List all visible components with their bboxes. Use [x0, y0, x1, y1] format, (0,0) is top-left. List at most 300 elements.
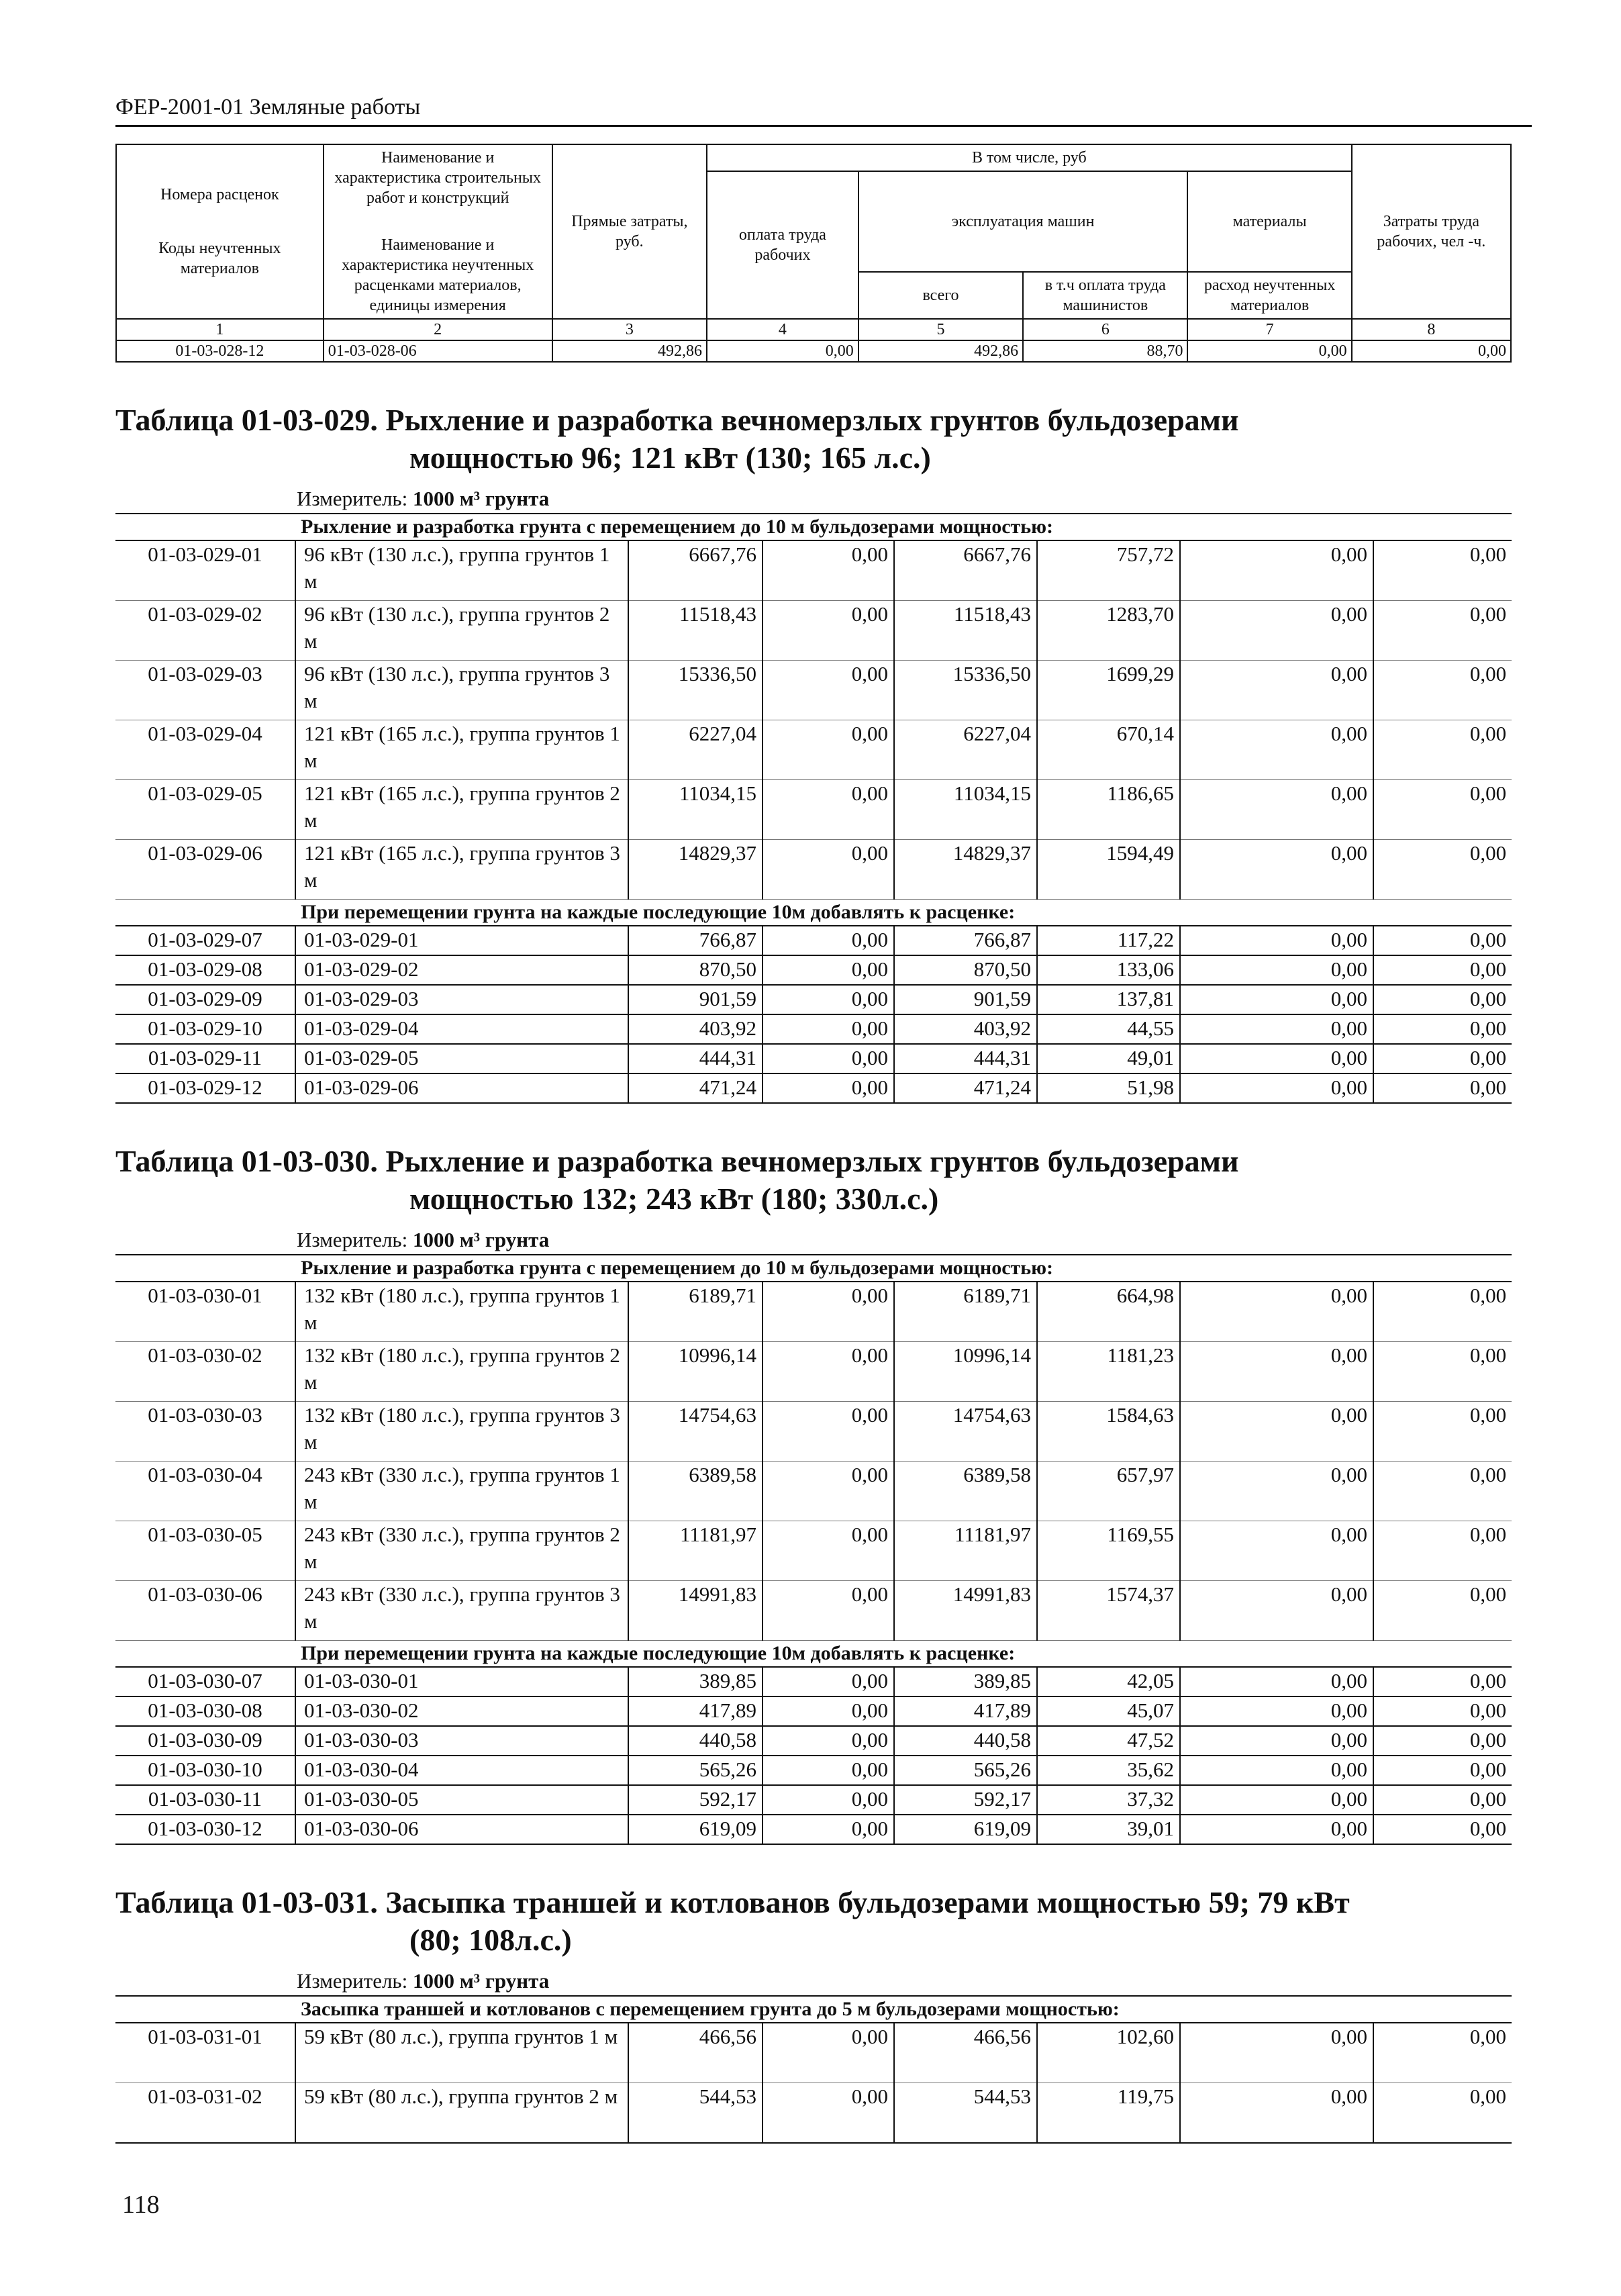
rate-name: 243 кВт (330 л.с.), группа грунтов 3 м	[295, 1581, 628, 1641]
materials-cost: 0,00	[1180, 840, 1373, 900]
materials-cost: 0,00	[1180, 1044, 1373, 1073]
labor-hours: 0,00	[1373, 926, 1512, 955]
table-row	[115, 840, 1512, 900]
materials-cost: 0,00	[1180, 1696, 1373, 1726]
drivers-wage: 42,05	[1037, 1667, 1180, 1696]
rate-name: 243 кВт (330 л.с.), группа грунтов 1 м	[295, 1462, 628, 1521]
rate-name: 01-03-030-06	[295, 1815, 628, 1844]
table-row	[115, 1726, 1512, 1756]
wage-cost: 0,00	[763, 955, 894, 985]
col-wage-header: оплата труда рабочих	[707, 171, 858, 319]
labor-hours: 0,00	[1373, 1696, 1512, 1726]
machines-cost: 11034,15	[894, 780, 1037, 840]
col-machines-header: эксплуатация машин	[858, 171, 1188, 272]
direct-cost: 11518,43	[628, 601, 763, 661]
col-num: 7	[1187, 319, 1351, 340]
labor-hours: 0,00	[1373, 1342, 1512, 1402]
materials-cost: 0,00	[1180, 1815, 1373, 1844]
wage-cost: 0,00	[763, 1696, 894, 1726]
row-materials: 0,00	[1187, 340, 1351, 362]
rate-name: 96 кВт (130 л.с.), группа грунтов 2 м	[295, 601, 628, 661]
labor-hours: 0,00	[1373, 1014, 1512, 1044]
materials-cost: 0,00	[1180, 1462, 1373, 1521]
machines-cost: 6227,04	[894, 720, 1037, 780]
group-heading: Засыпка траншей и котлованов с перемещением грунта до 5 м бульдозерами мощностью:	[295, 1997, 1512, 2023]
direct-cost: 11181,97	[628, 1521, 763, 1581]
wage-cost: 0,00	[763, 1815, 894, 1844]
labor-hours: 0,00	[1373, 840, 1512, 900]
machines-cost: 15336,50	[894, 661, 1037, 720]
rate-code: 01-03-029-04	[115, 720, 295, 780]
rate-code: 01-03-030-12	[115, 1815, 295, 1844]
materials-cost: 0,00	[1180, 2023, 1373, 2083]
col-num: 1	[116, 319, 324, 340]
labor-hours: 0,00	[1373, 601, 1512, 661]
wage-cost: 0,00	[763, 720, 894, 780]
direct-cost: 10996,14	[628, 1342, 763, 1402]
rate-code: 01-03-030-02	[115, 1342, 295, 1402]
materials-cost: 0,00	[1180, 1402, 1373, 1462]
group-heading: Рыхление и разработка грунта с перемещением до 10 м бульдозерами мощностью:	[295, 1255, 1512, 1282]
unit-of-measure	[115, 1967, 1512, 1997]
materials-cost: 0,00	[1180, 1785, 1373, 1815]
col-num: 6	[1023, 319, 1187, 340]
table-title	[115, 1143, 1512, 1218]
wage-cost: 0,00	[763, 985, 894, 1014]
wage-cost: 0,00	[763, 1073, 894, 1103]
rate-code: 01-03-030-01	[115, 1282, 295, 1342]
col-num: 8	[1352, 319, 1511, 340]
table-row	[115, 955, 1512, 985]
group-heading: Рыхление и разработка грунта с перемещением до 10 м бульдозерами мощностью:	[295, 514, 1512, 540]
labor-hours: 0,00	[1373, 720, 1512, 780]
labor-hours: 0,00	[1373, 661, 1512, 720]
drivers-wage: 49,01	[1037, 1044, 1180, 1073]
drivers-wage: 102,60	[1037, 2023, 1180, 2083]
rate-name: 243 кВт (330 л.с.), группа грунтов 2 м	[295, 1521, 628, 1581]
wage-cost: 0,00	[763, 661, 894, 720]
labor-hours: 0,00	[1373, 1756, 1512, 1785]
col-materials-cost-header: расход неучтенных материалов	[1187, 272, 1351, 319]
machines-cost: 6389,58	[894, 1462, 1037, 1521]
wage-cost: 0,00	[763, 1667, 894, 1696]
wage-cost: 0,00	[763, 1785, 894, 1815]
col-direct-header: Прямые затраты, руб.	[552, 144, 707, 319]
drivers-wage: 44,55	[1037, 1014, 1180, 1044]
wage-cost: 0,00	[763, 1282, 894, 1342]
rate-table	[115, 1255, 1512, 1845]
materials-cost: 0,00	[1180, 1014, 1373, 1044]
rate-table	[115, 1997, 1512, 2144]
rate-name: 01-03-029-06	[295, 1073, 628, 1103]
group-heading-row	[115, 900, 1512, 926]
direct-cost: 870,50	[628, 955, 763, 985]
labor-hours: 0,00	[1373, 1521, 1512, 1581]
row-wage: 0,00	[707, 340, 858, 362]
table-row	[115, 1073, 1512, 1103]
materials-cost: 0,00	[1180, 780, 1373, 840]
table-row	[115, 780, 1512, 840]
row-name: 01-03-028-06	[324, 340, 552, 362]
rate-name: 132 кВт (180 л.с.), группа грунтов 1 м	[295, 1282, 628, 1342]
machines-cost: 901,59	[894, 985, 1037, 1014]
wage-cost: 0,00	[763, 540, 894, 601]
table-row	[115, 1785, 1512, 1815]
rate-code: 01-03-030-04	[115, 1462, 295, 1521]
running-title: ФЕР-2001-01 Земляные работы	[115, 95, 421, 119]
row-code: 01-03-028-12	[116, 340, 324, 362]
table-row	[115, 2083, 1512, 2144]
drivers-wage: 657,97	[1037, 1462, 1180, 1521]
rate-name: 132 кВт (180 л.с.), группа грунтов 3 м	[295, 1402, 628, 1462]
labor-hours: 0,00	[1373, 1667, 1512, 1696]
labor-hours: 0,00	[1373, 1462, 1512, 1521]
wage-cost: 0,00	[763, 1756, 894, 1785]
code-label-2: Коды неучтенных материалов	[158, 240, 281, 277]
drivers-wage: 1169,55	[1037, 1521, 1180, 1581]
direct-cost: 444,31	[628, 1044, 763, 1073]
rate-name: 96 кВт (130 л.с.), группа грунтов 1 м	[295, 540, 628, 601]
row-machines-all: 492,86	[858, 340, 1023, 362]
machines-cost: 544,53	[894, 2083, 1037, 2144]
table-title-line2: (80; 108л.с.)	[409, 1923, 572, 1957]
materials-cost: 0,00	[1180, 926, 1373, 955]
drivers-wage: 47,52	[1037, 1726, 1180, 1756]
group-heading-row	[115, 514, 1512, 540]
labor-hours: 0,00	[1373, 2083, 1512, 2144]
rate-code: 01-03-030-08	[115, 1696, 295, 1726]
drivers-wage: 133,06	[1037, 955, 1180, 985]
rate-code: 01-03-029-06	[115, 840, 295, 900]
table-row	[115, 1521, 1512, 1581]
wage-cost: 0,00	[763, 840, 894, 900]
code-label: Номера расценок	[160, 186, 279, 203]
drivers-wage: 1699,29	[1037, 661, 1180, 720]
name-label: Наименование и характеристика строительных работ и конструкций	[334, 149, 541, 207]
labor-hours: 0,00	[1373, 985, 1512, 1014]
wage-cost: 0,00	[763, 601, 894, 661]
table-row	[115, 1696, 1512, 1726]
table-row	[115, 1014, 1512, 1044]
rate-table-block	[115, 1143, 1512, 1845]
materials-cost: 0,00	[1180, 985, 1373, 1014]
table-row	[115, 926, 1512, 955]
drivers-wage: 137,81	[1037, 985, 1180, 1014]
previous-table-row	[116, 340, 1511, 362]
rate-name: 121 кВт (165 л.с.), группа грунтов 3 м	[295, 840, 628, 900]
table-row	[115, 1756, 1512, 1785]
machines-cost: 11518,43	[894, 601, 1037, 661]
rate-code: 01-03-031-01	[115, 2023, 295, 2083]
table-title	[115, 1884, 1512, 1959]
machines-cost: 14754,63	[894, 1402, 1037, 1462]
direct-cost: 544,53	[628, 2083, 763, 2144]
group-heading: При перемещении грунта на каждые последующие 10м добавлять к расценке:	[295, 1641, 1512, 1668]
rate-name: 01-03-029-02	[295, 955, 628, 985]
unit-value: 1000 м³ грунта	[412, 487, 550, 510]
materials-cost: 0,00	[1180, 955, 1373, 985]
table-row	[115, 540, 1512, 601]
rate-code: 01-03-029-12	[115, 1073, 295, 1103]
wage-cost: 0,00	[763, 1521, 894, 1581]
drivers-wage: 1594,49	[1037, 840, 1180, 900]
table-row	[115, 2023, 1512, 2083]
table-title-line1: Таблица 01-03-031. Засыпка траншей и котлованов бульдозерами мощностью 59; 79 кВт	[115, 1885, 1350, 1919]
wage-cost: 0,00	[763, 1581, 894, 1641]
drivers-wage: 45,07	[1037, 1696, 1180, 1726]
rate-name: 96 кВт (130 л.с.), группа грунтов 3 м	[295, 661, 628, 720]
wage-cost: 0,00	[763, 926, 894, 955]
table-row	[115, 661, 1512, 720]
col-materials-header: материалы	[1187, 171, 1351, 272]
table-title-line2: мощностью 132; 243 кВт (180; 330л.с.)	[409, 1182, 939, 1216]
col-num: 3	[552, 319, 707, 340]
drivers-wage: 39,01	[1037, 1815, 1180, 1844]
materials-cost: 0,00	[1180, 661, 1373, 720]
column-header-table	[115, 144, 1512, 363]
direct-cost: 15336,50	[628, 661, 763, 720]
table-title-line1: Таблица 01-03-030. Рыхление и разработка вечномерзлых грунтов бульдозерами	[115, 1144, 1239, 1178]
materials-cost: 0,00	[1180, 720, 1373, 780]
materials-cost: 0,00	[1180, 1726, 1373, 1756]
rate-name: 132 кВт (180 л.с.), группа грунтов 2 м	[295, 1342, 628, 1402]
col-machines-drivers-header: в т.ч оплата труда машинистов	[1023, 272, 1187, 319]
drivers-wage: 119,75	[1037, 2083, 1180, 2144]
rate-tables	[115, 401, 1512, 2144]
page-header	[115, 93, 1532, 127]
rate-code: 01-03-029-07	[115, 926, 295, 955]
rate-name: 01-03-029-03	[295, 985, 628, 1014]
rate-code: 01-03-030-07	[115, 1667, 295, 1696]
unit-label: Измеритель:	[297, 1969, 408, 1993]
table-row	[115, 1342, 1512, 1402]
machines-cost: 466,56	[894, 2023, 1037, 2083]
direct-cost: 901,59	[628, 985, 763, 1014]
rate-code: 01-03-029-01	[115, 540, 295, 601]
materials-cost: 0,00	[1180, 1667, 1373, 1696]
col-num: 4	[707, 319, 858, 340]
drivers-wage: 51,98	[1037, 1073, 1180, 1103]
table-row	[115, 1402, 1512, 1462]
table-title	[115, 401, 1512, 477]
direct-cost: 403,92	[628, 1014, 763, 1044]
wage-cost: 0,00	[763, 1726, 894, 1756]
table-title-line2: мощностью 96; 121 кВт (130; 165 л.с.)	[409, 440, 931, 475]
col-num: 2	[324, 319, 552, 340]
col-labor-header: Затраты труда рабочих, чел -ч.	[1352, 144, 1511, 319]
materials-cost: 0,00	[1180, 601, 1373, 661]
direct-cost: 14754,63	[628, 1402, 763, 1462]
materials-cost: 0,00	[1180, 1342, 1373, 1402]
rate-name: 01-03-030-03	[295, 1726, 628, 1756]
machines-cost: 565,26	[894, 1756, 1037, 1785]
direct-cost: 619,09	[628, 1815, 763, 1844]
rate-code: 01-03-031-02	[115, 2083, 295, 2144]
wage-cost: 0,00	[763, 1014, 894, 1044]
materials-cost: 0,00	[1180, 2083, 1373, 2144]
table-row	[115, 601, 1512, 661]
machines-cost: 6189,71	[894, 1282, 1037, 1342]
col-machines-all-header: всего	[858, 272, 1023, 319]
unit-value: 1000 м³ грунта	[412, 1969, 550, 1993]
drivers-wage: 757,72	[1037, 540, 1180, 601]
machines-cost: 417,89	[894, 1696, 1037, 1726]
name-label-2: Наименование и характеристика неучтенных расценками материалов, единицы измерения	[342, 236, 534, 314]
rate-name: 01-03-030-02	[295, 1696, 628, 1726]
group-heading-row	[115, 1997, 1512, 2023]
column-number-row	[116, 319, 1511, 340]
labor-hours: 0,00	[1373, 1073, 1512, 1103]
group-heading-row	[115, 1255, 1512, 1282]
labor-hours: 0,00	[1373, 1044, 1512, 1073]
direct-cost: 389,85	[628, 1667, 763, 1696]
direct-cost: 440,58	[628, 1726, 763, 1756]
wage-cost: 0,00	[763, 1342, 894, 1402]
unit-label: Измеритель:	[297, 1228, 408, 1251]
unit-label: Измеритель:	[297, 487, 408, 510]
table-row	[115, 1462, 1512, 1521]
rate-name: 121 кВт (165 л.с.), группа грунтов 1 м	[295, 720, 628, 780]
drivers-wage: 37,32	[1037, 1785, 1180, 1815]
machines-cost: 403,92	[894, 1014, 1037, 1044]
direct-cost: 417,89	[628, 1696, 763, 1726]
rate-code: 01-03-030-10	[115, 1756, 295, 1785]
materials-cost: 0,00	[1180, 1521, 1373, 1581]
rate-name: 01-03-029-05	[295, 1044, 628, 1073]
direct-cost: 471,24	[628, 1073, 763, 1103]
direct-cost: 14991,83	[628, 1581, 763, 1641]
machines-cost: 471,24	[894, 1073, 1037, 1103]
labor-hours: 0,00	[1373, 780, 1512, 840]
rate-code: 01-03-029-05	[115, 780, 295, 840]
col-incl-header: В том числе, руб	[707, 144, 1352, 171]
drivers-wage: 1186,65	[1037, 780, 1180, 840]
rate-name: 59 кВт (80 л.с.), группа грунтов 1 м	[295, 2023, 628, 2083]
table-row	[115, 1044, 1512, 1073]
materials-cost: 0,00	[1180, 1756, 1373, 1785]
direct-cost: 466,56	[628, 2023, 763, 2083]
machines-cost: 440,58	[894, 1726, 1037, 1756]
machines-cost: 592,17	[894, 1785, 1037, 1815]
machines-cost: 444,31	[894, 1044, 1037, 1073]
row-direct: 492,86	[552, 340, 707, 362]
direct-cost: 11034,15	[628, 780, 763, 840]
direct-cost: 6389,58	[628, 1462, 763, 1521]
labor-hours: 0,00	[1373, 1815, 1512, 1844]
direct-cost: 14829,37	[628, 840, 763, 900]
machines-cost: 10996,14	[894, 1342, 1037, 1402]
direct-cost: 565,26	[628, 1756, 763, 1785]
drivers-wage: 670,14	[1037, 720, 1180, 780]
rate-code: 01-03-029-11	[115, 1044, 295, 1073]
wage-cost: 0,00	[763, 780, 894, 840]
document-body	[115, 144, 1512, 2144]
direct-cost: 592,17	[628, 1785, 763, 1815]
rate-code: 01-03-030-06	[115, 1581, 295, 1641]
machines-cost: 11181,97	[894, 1521, 1037, 1581]
labor-hours: 0,00	[1373, 1785, 1512, 1815]
labor-hours: 0,00	[1373, 955, 1512, 985]
drivers-wage: 35,62	[1037, 1756, 1180, 1785]
wage-cost: 0,00	[763, 1462, 894, 1521]
drivers-wage: 1584,63	[1037, 1402, 1180, 1462]
labor-hours: 0,00	[1373, 540, 1512, 601]
rate-name: 01-03-030-01	[295, 1667, 628, 1696]
table-title-line1: Таблица 01-03-029. Рыхление и разработка вечномерзлых грунтов бульдозерами	[115, 403, 1239, 437]
materials-cost: 0,00	[1180, 1282, 1373, 1342]
labor-hours: 0,00	[1373, 1581, 1512, 1641]
machines-cost: 14829,37	[894, 840, 1037, 900]
table-row	[115, 720, 1512, 780]
rate-code: 01-03-029-03	[115, 661, 295, 720]
group-heading-row	[115, 1641, 1512, 1668]
rate-table-block	[115, 401, 1512, 1104]
wage-cost: 0,00	[763, 2023, 894, 2083]
rate-table	[115, 514, 1512, 1104]
rate-name: 59 кВт (80 л.с.), группа грунтов 2 м	[295, 2083, 628, 2144]
direct-cost: 6667,76	[628, 540, 763, 601]
machines-cost: 766,87	[894, 926, 1037, 955]
drivers-wage: 1283,70	[1037, 601, 1180, 661]
direct-cost: 6227,04	[628, 720, 763, 780]
rate-code: 01-03-029-02	[115, 601, 295, 661]
col-num: 5	[858, 319, 1023, 340]
materials-cost: 0,00	[1180, 1073, 1373, 1103]
drivers-wage: 664,98	[1037, 1282, 1180, 1342]
rate-code: 01-03-030-03	[115, 1402, 295, 1462]
rate-name: 01-03-029-01	[295, 926, 628, 955]
machines-cost: 870,50	[894, 955, 1037, 985]
row-machines-drivers: 88,70	[1023, 340, 1187, 362]
rate-code: 01-03-029-08	[115, 955, 295, 985]
labor-hours: 0,00	[1373, 2023, 1512, 2083]
col-code-header	[116, 144, 324, 319]
wage-cost: 0,00	[763, 1044, 894, 1073]
col-name-header	[324, 144, 552, 319]
wage-cost: 0,00	[763, 1402, 894, 1462]
labor-hours: 0,00	[1373, 1402, 1512, 1462]
labor-hours: 0,00	[1373, 1726, 1512, 1756]
unit-of-measure	[115, 1226, 1512, 1255]
labor-hours: 0,00	[1373, 1282, 1512, 1342]
page-number: 118	[122, 2191, 160, 2219]
table-row	[115, 1667, 1512, 1696]
direct-cost: 766,87	[628, 926, 763, 955]
rate-name: 121 кВт (165 л.с.), группа грунтов 2 м	[295, 780, 628, 840]
rate-code: 01-03-030-09	[115, 1726, 295, 1756]
drivers-wage: 117,22	[1037, 926, 1180, 955]
materials-cost: 0,00	[1180, 540, 1373, 601]
table-row	[115, 1282, 1512, 1342]
rate-name: 01-03-030-04	[295, 1756, 628, 1785]
table-row	[115, 1581, 1512, 1641]
rate-code: 01-03-030-11	[115, 1785, 295, 1815]
machines-cost: 389,85	[894, 1667, 1037, 1696]
rate-code: 01-03-030-05	[115, 1521, 295, 1581]
table-row	[115, 985, 1512, 1014]
drivers-wage: 1574,37	[1037, 1581, 1180, 1641]
unit-of-measure	[115, 485, 1512, 514]
drivers-wage: 1181,23	[1037, 1342, 1180, 1402]
rate-name: 01-03-030-05	[295, 1785, 628, 1815]
unit-value: 1000 м³ грунта	[412, 1228, 550, 1251]
rate-code: 01-03-029-09	[115, 985, 295, 1014]
group-heading: При перемещении грунта на каждые последующие 10м добавлять к расценке:	[295, 900, 1512, 926]
machines-cost: 6667,76	[894, 540, 1037, 601]
rate-table-block	[115, 1884, 1512, 2144]
row-labor: 0,00	[1352, 340, 1511, 362]
machines-cost: 14991,83	[894, 1581, 1037, 1641]
